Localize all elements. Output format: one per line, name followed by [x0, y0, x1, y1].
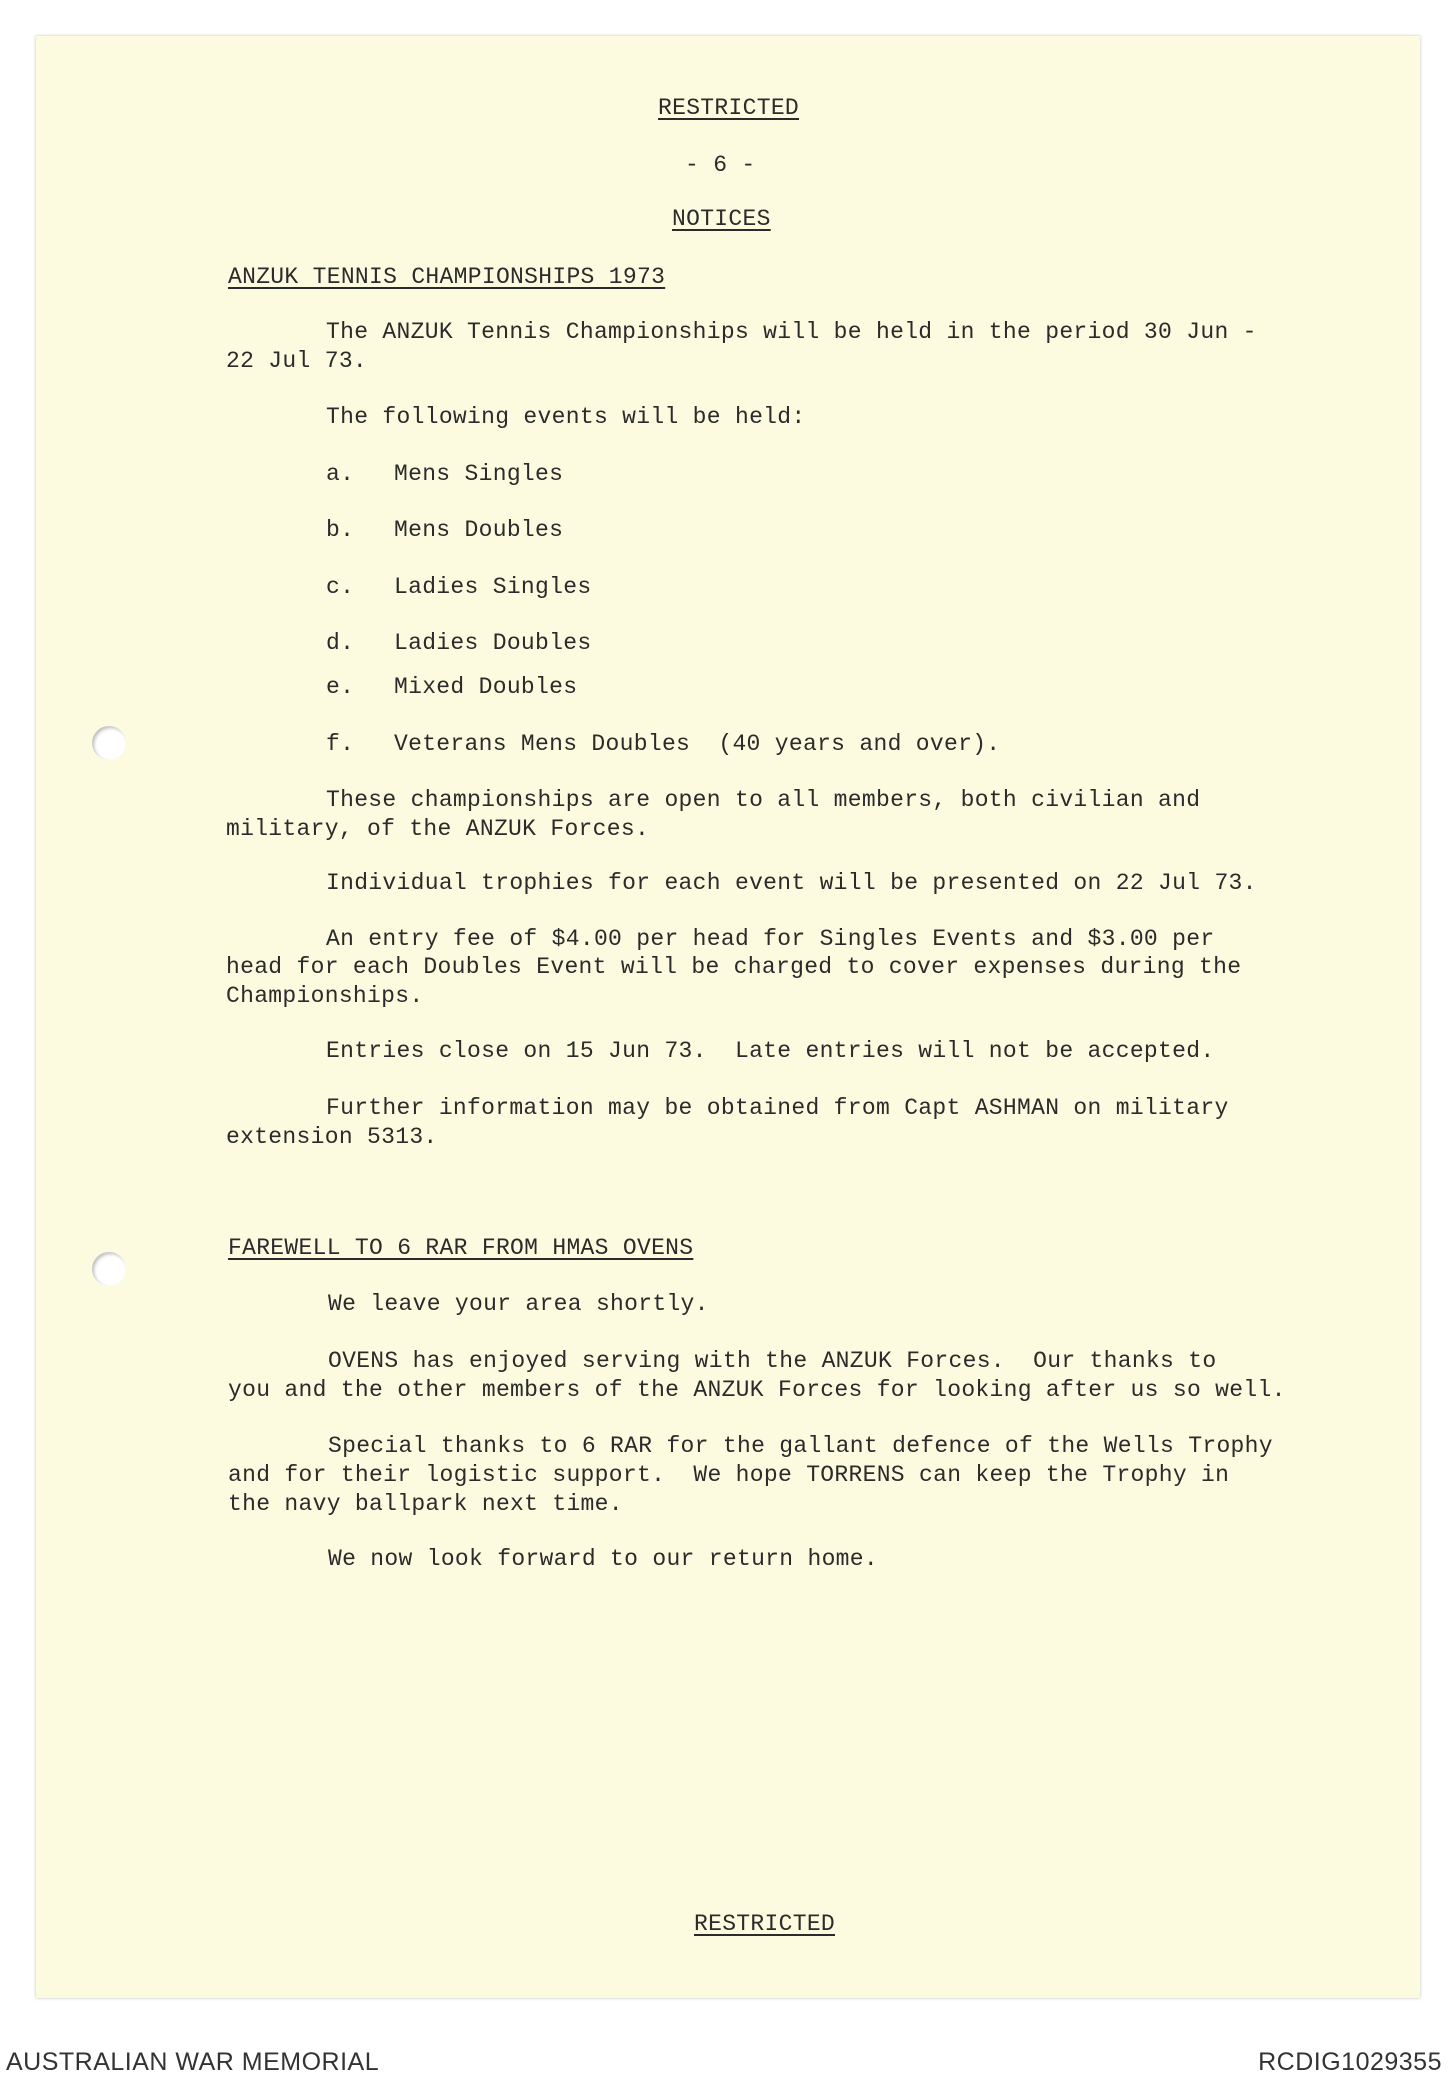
farewell-heading: FAREWELL TO 6 RAR FROM HMAS OVENS [228, 1235, 694, 1261]
farewell-paragraph-4: We now look forward to our return home. [328, 1546, 878, 1572]
farewell-paragraph-2-line-1: OVENS has enjoyed serving with the ANZUK Forces. Our thanks to [328, 1348, 1217, 1374]
punch-hole-bottom [92, 1252, 126, 1286]
event-name: Mens Singles [394, 461, 564, 487]
fee-line-3: Championships. [226, 983, 424, 1009]
classification-header: RESTRICTED [658, 95, 800, 121]
tennis-intro-line-2: 22 Jul 73. [226, 348, 368, 374]
info-line-2: extension 5313. [226, 1124, 438, 1150]
section-title: NOTICES [672, 206, 771, 232]
punch-hole-top [92, 726, 126, 760]
classification-footer: RESTRICTED [694, 1911, 836, 1937]
farewell-paragraph-3-line-2: and for their logistic support. We hope TORRENS can keep the Trophy in [228, 1462, 1230, 1488]
events-intro: The following events will be held: [326, 404, 806, 430]
event-letter: f. [326, 731, 355, 757]
farewell-paragraph-3-line-3: the navy ballpark next time. [228, 1491, 623, 1517]
open-line-1: These championships are open to all members, both civilian and [326, 787, 1201, 813]
farewell-paragraph-1: We leave your area shortly. [328, 1291, 709, 1317]
trophies-text: Individual trophies for each event will be presented on 22 Jul 73. [326, 870, 1257, 896]
archive-source-caption: AUSTRALIAN WAR MEMORIAL [6, 2048, 380, 2076]
event-name: Ladies Singles [394, 574, 592, 600]
event-letter: e. [326, 674, 355, 700]
page-number: - 6 - [685, 152, 756, 178]
info-line-1: Further information may be obtained from Capt ASHMAN on military [326, 1095, 1229, 1121]
fee-line-2: head for each Doubles Event will be charged to cover expenses during the [226, 954, 1242, 980]
farewell-paragraph-2-line-2: you and the other members of the ANZUK Forces for looking after us so well. [228, 1377, 1286, 1403]
farewell-paragraph-3-line-1: Special thanks to 6 RAR for the gallant defence of the Wells Trophy [328, 1433, 1273, 1459]
event-name: Ladies Doubles [394, 630, 592, 656]
entries-text: Entries close on 15 Jun 73. Late entries will not be accepted. [326, 1038, 1215, 1064]
event-letter: a. [326, 461, 355, 487]
event-name: Veterans Mens Doubles (40 years and over). [394, 731, 1001, 757]
fee-line-1: An entry fee of $4.00 per head for Singles Events and $3.00 per [326, 926, 1215, 952]
archive-id-caption: RCDIG1029355 [1258, 2048, 1442, 2076]
open-line-2: military, of the ANZUK Forces. [226, 816, 650, 842]
event-letter: b. [326, 517, 355, 543]
event-letter: d. [326, 630, 355, 656]
event-name: Mixed Doubles [394, 674, 578, 700]
event-letter: c. [326, 574, 355, 600]
event-name: Mens Doubles [394, 517, 564, 543]
tennis-intro-line-1: The ANZUK Tennis Championships will be held in the period 30 Jun - [326, 319, 1257, 345]
tennis-heading: ANZUK TENNIS CHAMPIONSHIPS 1973 [228, 264, 666, 290]
